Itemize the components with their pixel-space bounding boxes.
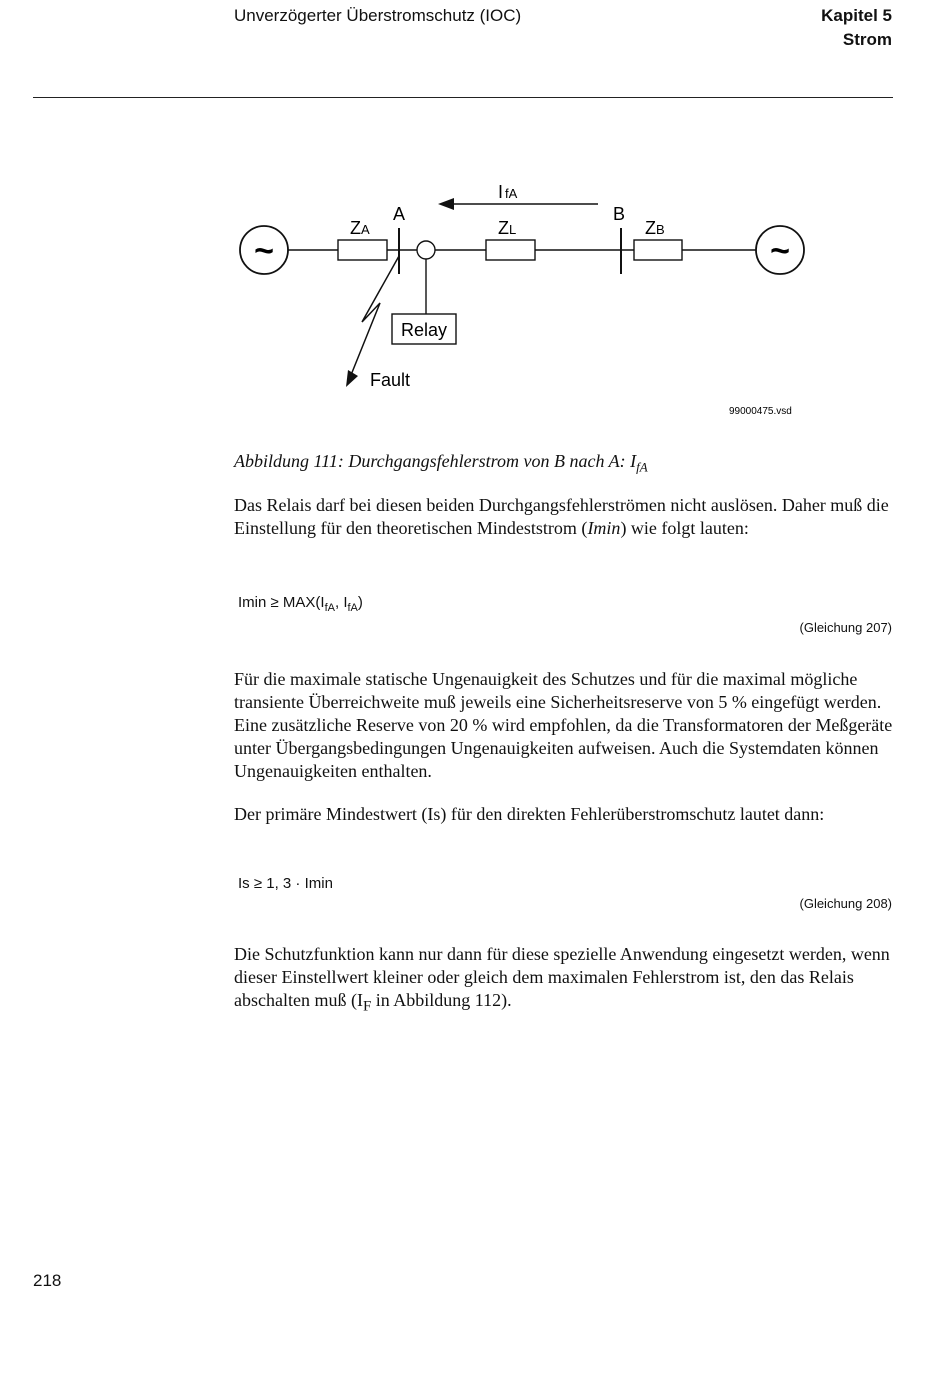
caption-text: Abbildung 111: Durchgangsfehlerstrom von B nach A: I (234, 451, 637, 471)
paragraph-1-text-b: ) wie folgt lauten: (620, 518, 749, 538)
za-label: ZA (350, 218, 370, 238)
relay-label: Relay (400, 320, 448, 340)
equation-number-207: (Gleichung 207) (799, 620, 892, 635)
paragraph-1-imin: Imin (587, 518, 621, 538)
impedance-zl (486, 240, 535, 260)
eq1-end: ) (357, 594, 363, 611)
impedance-za (338, 240, 387, 260)
eq1-part-a: Imin ≥ MAX(I (238, 594, 325, 611)
equation-208: Is ≥ 1, 3 · Imin (238, 875, 333, 892)
current-arrow-head (438, 198, 454, 210)
fault-arrow-head (346, 370, 358, 387)
zl-label: ZL (498, 218, 517, 238)
file-name-label: 99000475.vsd (729, 406, 792, 417)
paragraph-4-text-a: Die Schutzfunktion kann nur dann für diese spezielle Anwendung eingesetzt werden, wenn dieser Einstellwert kleiner oder gleich dem maximalen Fehlerstrom ist, den das Relais abschalten muß (I (234, 944, 890, 1010)
header-chapter: Kapitel 5 (821, 6, 892, 25)
source-right-symbol: ~ (770, 232, 790, 270)
paragraph-1 (234, 494, 894, 540)
current-transformer (417, 241, 435, 259)
paragraph-2: Für die maximale statische Ungenauigkeit des Schutzes und für die maximal mögliche transiente Überreichweite muß jeweils eine Sicherheitsreserve von 5 % eingefügt werden. Eine zusätzliche Reserve von 20 % wird empfohlen, da die Transformatoren der Meßgeräte unter Übergangsbedingungen Ungenauigkeiten aufweisen. Auch die Systemdaten können Ungenauigkeiten enthalten. (234, 669, 893, 781)
current-label: I fA (498, 182, 518, 202)
header-rule (33, 97, 893, 98)
eq1-sub-1: fA (324, 602, 335, 614)
node-b-label: B (613, 204, 626, 224)
circuit-diagram (230, 170, 830, 430)
equation-number-208: (Gleichung 208) (799, 896, 892, 911)
caption-sub: fA (636, 459, 648, 475)
header-section: Strom (842, 30, 892, 49)
figure-caption (234, 451, 648, 476)
eq1-mid: , I (334, 594, 348, 611)
paragraph-1-text-a: Das Relais darf bei diesen beiden Durchgangsfehlerströmen nicht auslösen. Daher muß die Einstellung für den theoretischen Mindeststrom ( (234, 495, 889, 538)
fault-label: Fault (370, 370, 411, 390)
paragraph-4-sub: F (362, 998, 372, 1015)
node-a-label: A (393, 204, 406, 224)
paragraph-3: Der primäre Mindestwert (Is) für den direkten Fehlerüberstromschutz lautet dann: (234, 804, 825, 824)
eq1-sub-2: fA (347, 602, 358, 614)
header-title: Unverzögerter Überstromschutz (IOC) (234, 6, 522, 25)
paragraph-4 (234, 943, 894, 1019)
paragraph-4-text-b: in Abbildung 112). (371, 990, 512, 1010)
equation-207 (238, 594, 363, 614)
page-number: 218 (33, 1271, 62, 1290)
source-left-symbol: ~ (254, 232, 274, 270)
zb-label: ZB (645, 218, 665, 238)
impedance-zb (634, 240, 682, 260)
